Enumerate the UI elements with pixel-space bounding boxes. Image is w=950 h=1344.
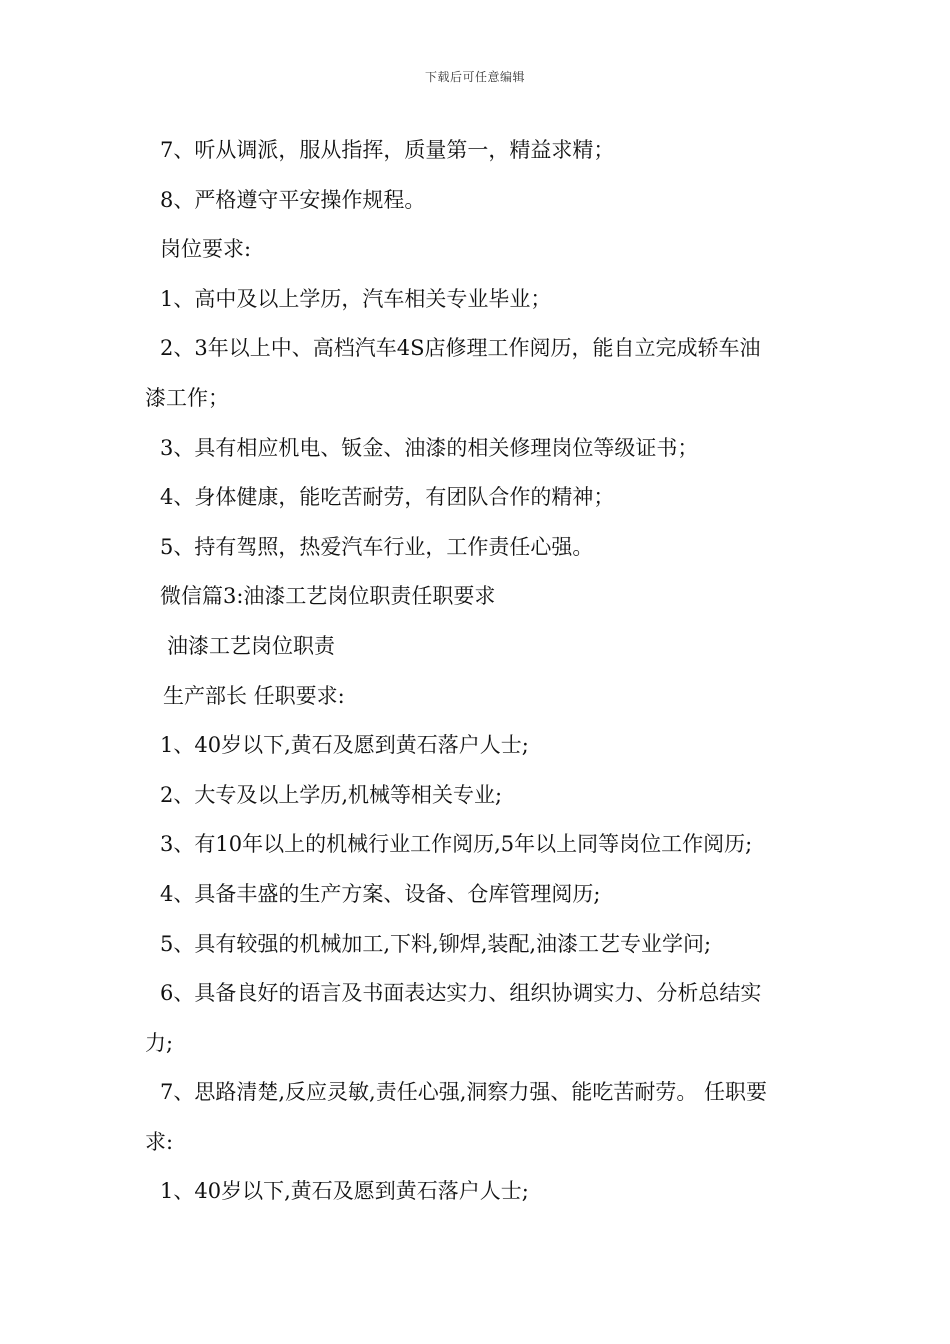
article-subtitle: 油漆工艺岗位职责 (167, 633, 335, 658)
requirement-item-3: 3、具有相应机电、钣金、油漆的相关修理岗位等级证书； (160, 435, 699, 460)
duty-item-7: 7、听从调派，服从指挥，质量第一，精益求精； (160, 138, 615, 162)
requirement-item-1: 1、高中及以上学历，汽车相关专业毕业； (160, 286, 552, 311)
position-requirement-2: 2、大专及以上学历,机械等相关专业; (160, 782, 503, 807)
requirement-item-2: 2、3年以上中、高档汽车4S店修理工作阅历，能自立完成轿车油 (160, 336, 761, 361)
requirement-item-2-continued: 漆工作； (145, 385, 229, 410)
position-requirement-repeat-1: 1、40岁以下,黄石及愿到黄石落户人士; (160, 1179, 529, 1204)
page-header-note: 下载后可任意编辑 (424, 70, 525, 84)
duty-item-8: 8、严格遵守平安操作规程。 (160, 187, 426, 212)
position-requirement-4: 4、具备丰盛的生产方案、设备、仓库管理阅历; (160, 881, 601, 906)
requirement-item-4: 4、身体健康，能吃苦耐劳，有团队合作的精神； (160, 485, 615, 510)
position-requirement-7-continued: 求: (145, 1129, 174, 1154)
article-title: 微信篇3:油漆工艺岗位职责任职要求 (160, 584, 496, 609)
position-requirement-6: 6、具备良好的语言及书面表达实力、组织协调实力、分析总结实 (160, 981, 762, 1006)
position-heading: 生产部长 任职要求: (163, 683, 345, 708)
position-requirement-7: 7、思路清楚,反应灵敏,责任心强,洞察力强、能吃苦耐劳。 任职要 (160, 1080, 768, 1105)
position-requirement-3: 3、有10年以上的机械行业工作阅历,5年以上同等岗位工作阅历; (160, 832, 753, 857)
requirement-item-5: 5、持有驾照，热爱汽车行业，工作责任心强。 (160, 534, 594, 559)
position-requirement-6-continued: 力; (145, 1030, 174, 1055)
section-heading-requirements: 岗位要求: (160, 237, 252, 262)
document-body (145, 126, 815, 1217)
position-requirement-1: 1、40岁以下,黄石及愿到黄石落户人士; (160, 733, 529, 758)
position-requirement-5: 5、具有较强的机械加工,下料,铆焊,装配,油漆工艺专业学问; (160, 931, 712, 956)
